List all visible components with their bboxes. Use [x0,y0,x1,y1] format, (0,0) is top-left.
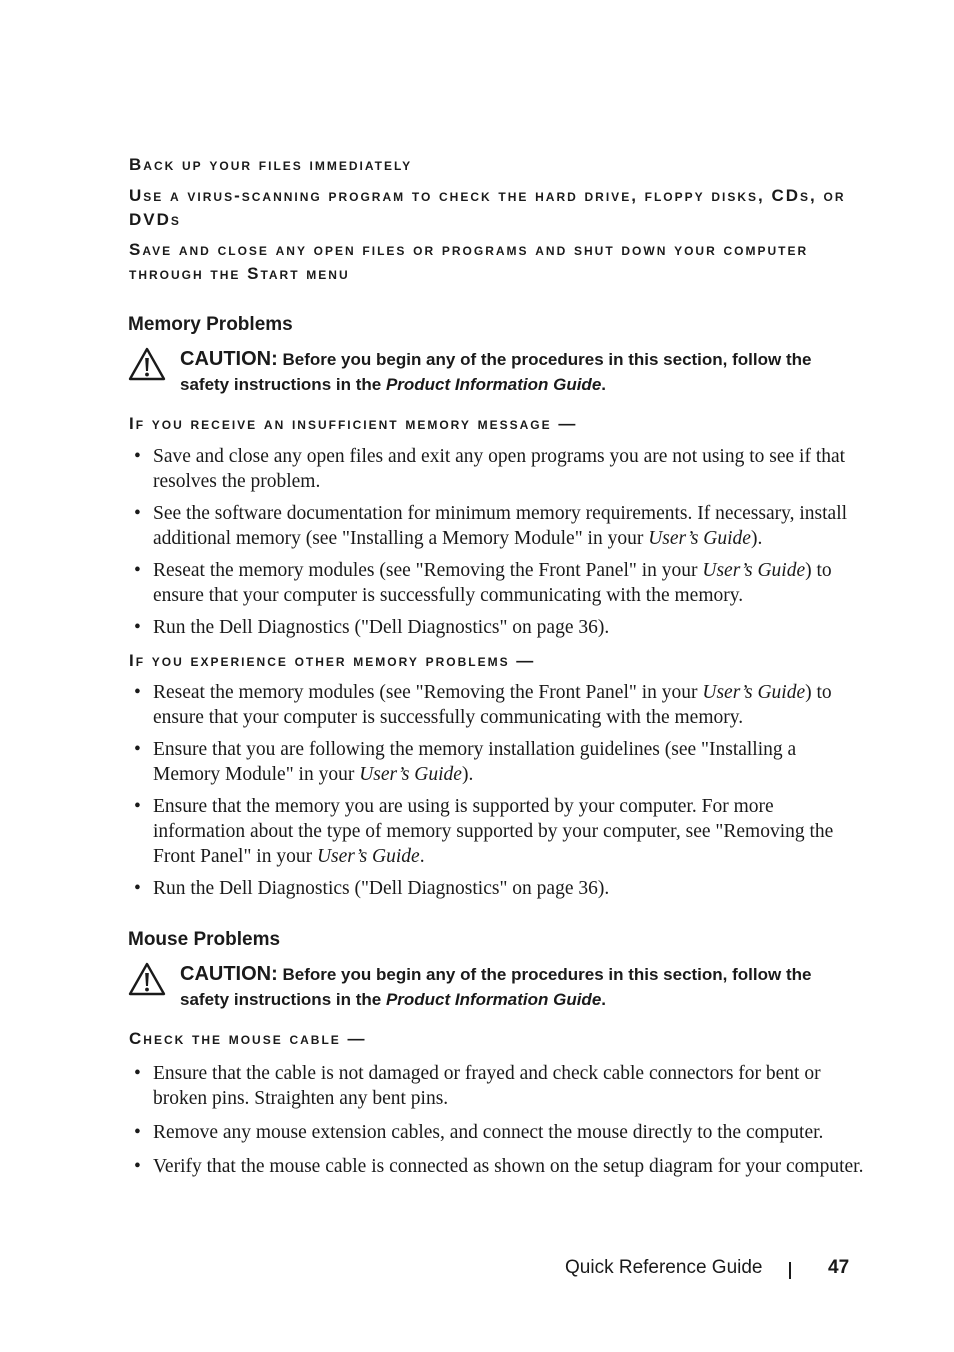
list-item-text: Save and close any open files and exit any open programs you are not using to see if that resolves the problem. [153,446,846,492]
list-item-text: Verify that the mouse cable is connected as shown on the setup diagram for your computer. [153,1156,864,1177]
list-item-text: Run the Dell Diagnostics ("Dell Diagnostics" on page 36). [153,617,610,638]
guide-reference: User’s Guide [316,846,420,867]
caution-guide-title: Product Information Guide [385,990,602,1009]
list-item [134,876,864,901]
heading-virus-scan: Use a virus-scanning program to check the hard drive, floppy disks, CDs, or DVDs [129,186,846,229]
bullet-icon: • [134,796,141,817]
list-item [134,615,864,640]
bullet-icon: • [134,446,141,467]
caution-mouse [128,962,858,1018]
bullet-icon: • [134,1122,141,1143]
caution-memory [128,347,858,403]
heading-mouse-cable: Check the mouse cable — [129,1029,367,1048]
guide-reference: User’s Guide [359,764,462,785]
list-memory-other [134,680,864,901]
caution-text: CAUTION: Before you begin any of the procedures in this section, follow the safety instructions in the Product Information Guide. [180,348,812,394]
bullet-icon: • [134,560,141,581]
bullet-icon: • [134,1156,141,1177]
bullet-icon: • [134,1063,141,1084]
list-item [134,501,864,551]
warning-triangle-icon [128,347,166,381]
caution-guide-title: Product Information Guide [385,375,602,394]
list-item-text: Ensure that you are following the memory installation guidelines (see "Installing a Memory Module" in your [153,739,797,785]
heading-backup: Back up your files immediately [129,155,413,174]
heading-other-memory: If you experience other memory problems — [129,651,536,670]
list-item [134,444,864,494]
footer-separator [789,1262,791,1279]
bullet-icon: • [134,682,141,703]
list-item-text: Remove any mouse extension cables, and connect the mouse directly to the computer. [153,1122,824,1143]
list-item-text-end: ). [750,528,763,549]
guide-reference: User’s Guide [702,682,806,703]
list-mouse-cable [134,1061,864,1179]
list-item-text: See the software documentation for minimum memory requirements. If necessary, install additional memory (see "Installing a Memory Module" in your [153,503,848,549]
caution-body: Before you begin any of the procedures in this section, follow the safety instructions in the [180,350,812,394]
list-item [134,1120,864,1145]
list-item-text: Ensure that the cable is not damaged or frayed and check cable connectors for bent or broken pins. Straighten any bent pins. [153,1063,821,1109]
caution-label: CAUTION: [180,963,278,985]
list-item-text-end: ). [461,764,474,785]
list-item-text-end: ) to ensure that your computer is successfully communicating with the memory. [153,560,832,606]
page-number: 47 [828,1257,850,1278]
caution-label: CAUTION: [180,348,278,370]
list-item-text-end: . [419,846,425,867]
heading-insufficient-memory: If you receive an insufficient memory message — [129,414,578,433]
list-item-text: Reseat the memory modules (see "Removing the Front Panel" in your [153,560,703,581]
caution-body: Before you begin any of the procedures in this section, follow the safety instructions in the [180,965,812,1009]
footer-title: Quick Reference Guide [565,1257,763,1278]
list-memory-insufficient [134,444,864,640]
list-item-text: Reseat the memory modules (see "Removing the Front Panel" in your [153,682,703,703]
guide-reference: User’s Guide [702,560,806,581]
list-item-text: Run the Dell Diagnostics ("Dell Diagnostics" on page 36). [153,878,610,899]
list-item [134,558,864,608]
bullet-icon: • [134,617,141,638]
bullet-icon: • [134,878,141,899]
section-title-memory: Memory Problems [128,314,293,335]
bullet-icon: • [134,739,141,760]
caution-text: CAUTION: Before you begin any of the procedures in this section, follow the safety instructions in the Product Information Guide. [180,963,812,1009]
section-title-mouse: Mouse Problems [128,929,281,950]
list-item [134,1061,864,1111]
list-item [134,737,864,787]
heading-save-close: Save and close any open files or programs and shut down your computer through the Start menu [129,240,809,283]
list-item [134,680,864,730]
guide-reference: User’s Guide [648,528,751,549]
list-item [134,1154,864,1179]
list-item [134,794,864,869]
warning-triangle-icon [128,962,166,996]
list-item-text-end: ) to ensure that your computer is successfully communicating with the memory. [153,682,832,728]
list-item-text: Ensure that the memory you are using is supported by your computer. For more information about the type of memory supported by your computer, see "Removing the Front Panel" in your [153,796,834,867]
bullet-icon: • [134,503,141,524]
